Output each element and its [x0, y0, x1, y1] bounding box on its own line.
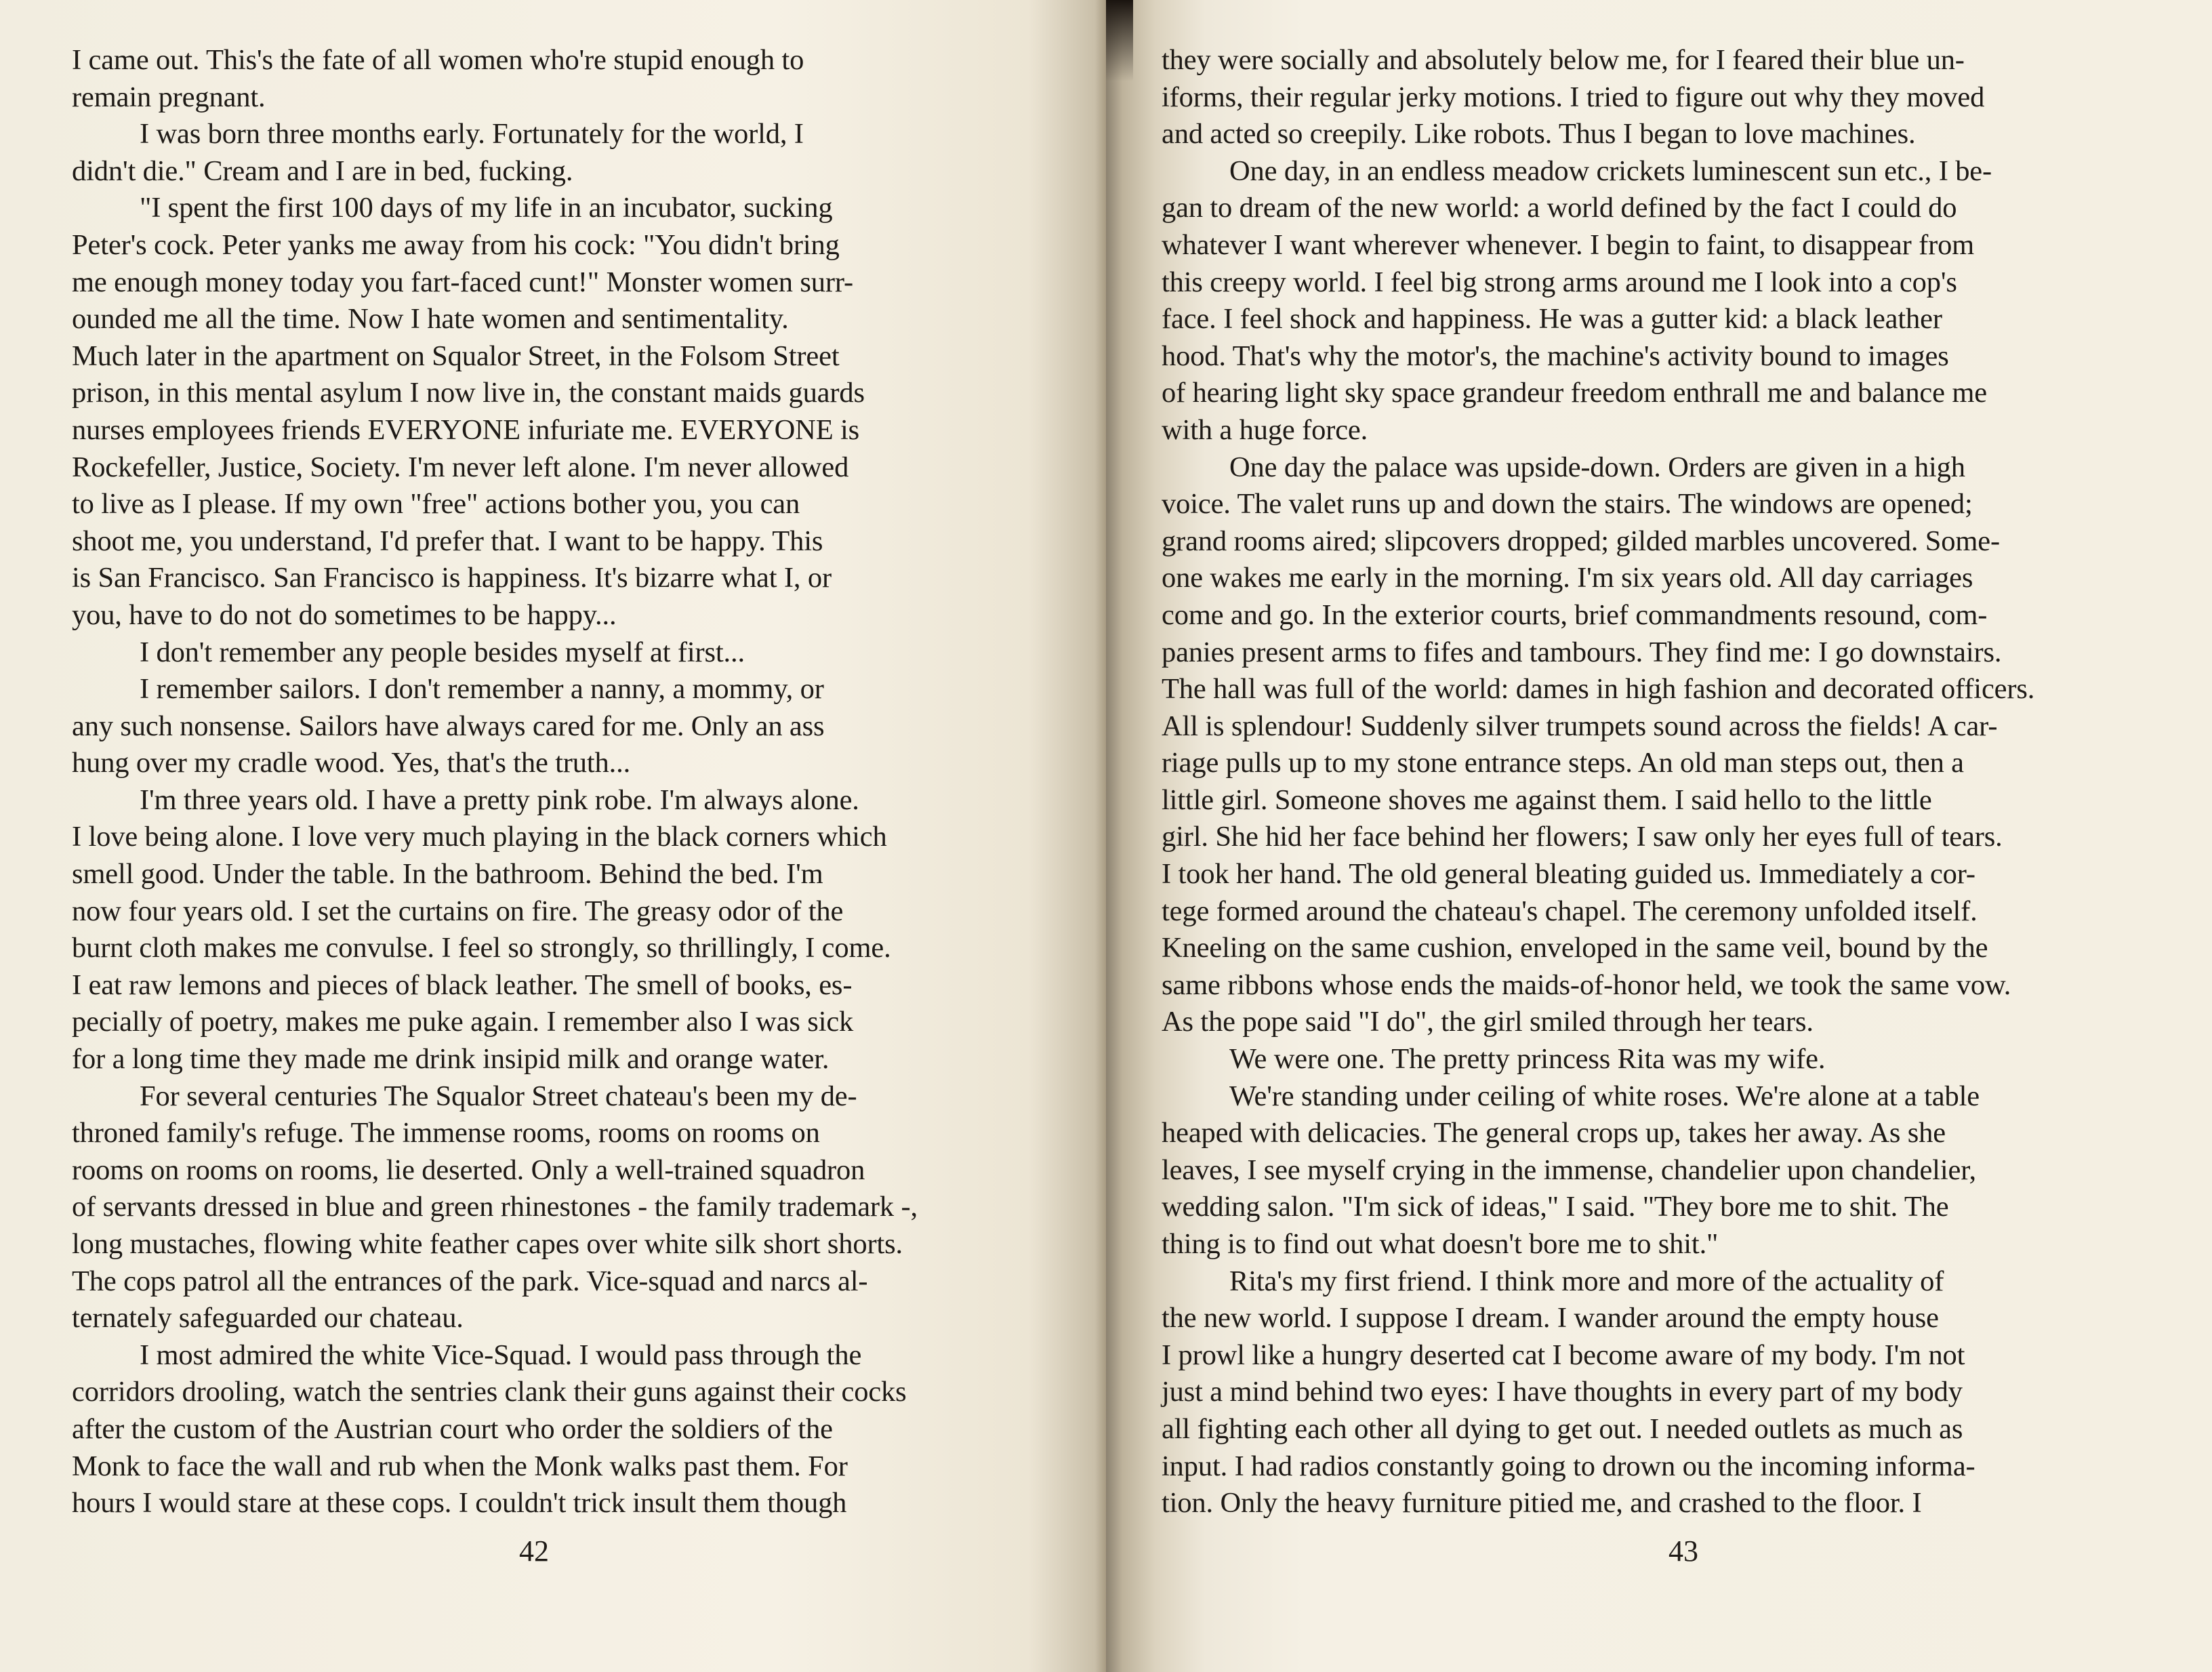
text-line: long mustaches, flowing white feather capes over white silk short shorts.	[72, 1228, 903, 1260]
text-line: after the custom of the Austrian court who order the soldiers of the	[72, 1412, 833, 1445]
page-number: 42	[519, 1534, 549, 1568]
text-line: I was born three months early. Fortunately for the world, I	[140, 118, 804, 150]
text-line: Rita's my first friend. I think more and more of the actuality of	[1229, 1265, 1944, 1297]
text-line: wedding salon. "I'm sick of ideas," I said. "They bore me to shit. The	[1162, 1191, 1949, 1223]
text-line: face. I feel shock and happiness. He was a gutter kid: a black leather	[1162, 303, 1942, 335]
text-line: any such nonsense. Sailors have always cared for me. Only an ass	[72, 710, 825, 742]
text-line: tion. Only the heavy furniture pitied me, and crashed to the floor. I	[1162, 1487, 1922, 1520]
text-line: heaped with delicacies. The general crops up, takes her away. As she	[1162, 1117, 1946, 1149]
text-line: prison, in this mental asylum I now live in, the constant maids guards	[72, 377, 865, 409]
text-line: all fighting each other all dying to get out. I needed outlets as much as	[1162, 1412, 1963, 1445]
text-line: come and go. In the exterior courts, brief commandments resound, com-	[1162, 598, 1988, 631]
text-line: I remember sailors. I don't remember a nanny, a mommy, or	[140, 673, 824, 706]
text-line: voice. The valet runs up and down the stairs. The windows are opened;	[1162, 488, 1973, 521]
text-line: didn't die." Cream and I are in bed, fucking.	[72, 155, 573, 187]
text-line: hung over my cradle wood. Yes, that's the truth...	[72, 747, 631, 779]
text-line: smell good. Under the table. In the bathroom. Behind the bed. I'm	[72, 858, 823, 891]
text-line: remain pregnant.	[72, 81, 266, 113]
text-line: throned family's refuge. The immense rooms, rooms on rooms on	[72, 1117, 820, 1149]
text-line: I most admired the white Vice-Squad. I would pass through the	[140, 1339, 862, 1371]
text-line: little girl. Someone shoves me against them. I said hello to the little	[1162, 783, 1932, 816]
text-line: I don't remember any people besides myself at first...	[140, 636, 745, 668]
text-line: leaves, I see myself crying in the immense, chandelier upon chandelier,	[1162, 1154, 1976, 1186]
text-line: I'm three years old. I have a pretty pink robe. I'm always alone.	[140, 783, 859, 816]
text-line: corridors drooling, watch the sentries clank their guns against their cocks	[72, 1376, 907, 1408]
text-line: is San Francisco. San Francisco is happiness. It's bizarre what I, or	[72, 562, 832, 594]
text-line: I prowl like a hungry deserted cat I become aware of my body. I'm not	[1162, 1339, 1965, 1371]
text-line: panies present arms to fifes and tambours. They find me: I go downstairs.	[1162, 636, 2002, 668]
text-line: I came out. This's the fate of all women who're stupid enough to	[72, 44, 804, 76]
text-line: input. I had radios constantly going to drown ou the incoming informa-	[1162, 1450, 1975, 1482]
text-line: riage pulls up to my stone entrance steps. An old man steps out, then a	[1162, 747, 1964, 779]
text-line: same ribbons whose ends the maids-of-honor held, we took the same vow.	[1162, 968, 2011, 1001]
text-line: rooms on rooms on rooms, lie deserted. Only a well-trained squadron	[72, 1154, 865, 1186]
text-line: All is splendour! Suddenly silver trumpets sound across the fields! A car-	[1162, 710, 1998, 742]
text-line: you, have to do not do sometimes to be happy...	[72, 598, 617, 631]
text-line: "I spent the first 100 days of my life in an incubator, sucking	[140, 192, 833, 224]
text-line: shoot me, you understand, I'd prefer that. I want to be happy. This	[72, 525, 823, 557]
text-line: me enough money today you fart-faced cunt!" Monster women surr-	[72, 266, 854, 298]
text-line: nurses employees friends EVERYONE infuriate me. EVERYONE is	[72, 413, 860, 446]
right-page-body	[1162, 42, 2165, 1522]
text-line: they were socially and absolutely below me, for I feared their blue un-	[1162, 44, 1965, 76]
text-line: the new world. I suppose I dream. I wander around the empty house	[1162, 1302, 1939, 1334]
text-line: pecially of poetry, makes me puke again. I remember also I was sick	[72, 1006, 854, 1038]
text-line: The hall was full of the world: dames in high fashion and decorated officers.	[1162, 673, 2035, 706]
right-page	[1106, 0, 2212, 1672]
text-line: to live as I please. If my own "free" actions bother you, you can	[72, 488, 800, 521]
text-line: with a huge force.	[1162, 413, 1368, 446]
text-line: We were one. The pretty princess Rita was my wife.	[1229, 1043, 1826, 1076]
text-line: Kneeling on the same cushion, enveloped in the same veil, bound by the	[1162, 932, 1988, 964]
left-page-body	[72, 42, 1021, 1522]
text-line: I eat raw lemons and pieces of black leather. The smell of books, es-	[72, 968, 853, 1001]
text-line: one wakes me early in the morning. I'm six years old. All day carriages	[1162, 562, 1973, 594]
text-line: Much later in the apartment on Squalor Street, in the Folsom Street	[72, 340, 840, 372]
text-line: gan to dream of the new world: a world defined by the fact I could do	[1162, 192, 1957, 224]
text-line: grand rooms aired; slipcovers dropped; gilded marbles uncovered. Some-	[1162, 525, 2001, 557]
text-line: just a mind behind two eyes: I have thoughts in every part of my body	[1162, 1376, 1963, 1408]
text-line: burnt cloth makes me convulse. I feel so strongly, so thrillingly, I come.	[72, 932, 891, 964]
text-line: ternately safeguarded our chateau.	[72, 1302, 464, 1334]
text-line: girl. She hid her face behind her flowers; I saw only her eyes full of tears.	[1162, 821, 2003, 853]
text-line: tege formed around the chateau's chapel. The ceremony unfolded itself.	[1162, 895, 1978, 927]
text-line: for a long time they made me drink insipid milk and orange water.	[72, 1043, 830, 1076]
text-line: I love being alone. I love very much playing in the black corners which	[72, 821, 887, 853]
text-line: I took her hand. The old general bleating guided us. Immediately a cor-	[1162, 858, 1975, 891]
text-line: thing is to find out what doesn't bore me to shit."	[1162, 1228, 1719, 1260]
text-line: Rockefeller, Justice, Society. I'm never left alone. I'm never allowed	[72, 451, 849, 483]
text-line: One day, in an endless meadow crickets luminescent sun etc., I be-	[1229, 155, 1992, 187]
text-line: One day the palace was upside-down. Orders are given in a high	[1229, 451, 1965, 483]
text-line: of hearing light sky space grandeur freedom enthrall me and balance me	[1162, 377, 1987, 409]
text-line: this creepy world. I feel big strong arms around me I look into a cop's	[1162, 266, 1957, 298]
text-line: of servants dressed in blue and green rhinestones - the family trademark -,	[72, 1191, 918, 1223]
page-number: 43	[1668, 1534, 1698, 1568]
text-line: and acted so creepily. Like robots. Thus I began to love machines.	[1162, 118, 1916, 150]
text-line: whatever I want wherever whenever. I begin to faint, to disappear from	[1162, 228, 1975, 261]
text-line: We're standing under ceiling of white roses. We're alone at a table	[1229, 1080, 1980, 1112]
text-line: Peter's cock. Peter yanks me away from his cock: "You didn't bring	[72, 228, 840, 261]
text-line: For several centuries The Squalor Street chateau's been my de-	[140, 1080, 857, 1112]
text-line: ounded me all the time. Now I hate women and sentimentality.	[72, 303, 789, 335]
text-line: now four years old. I set the curtains on fire. The greasy odor of the	[72, 895, 844, 927]
text-line: Monk to face the wall and rub when the Monk walks past them. For	[72, 1450, 848, 1482]
text-line: iforms, their regular jerky motions. I tried to figure out why they moved	[1162, 81, 1985, 113]
text-line: As the pope said "I do", the girl smiled through her tears.	[1162, 1006, 1814, 1038]
text-line: hood. That's why the motor's, the machine's activity bound to images	[1162, 340, 1949, 372]
text-line: hours I would stare at these cops. I couldn't trick insult them though	[72, 1487, 847, 1520]
text-line: The cops patrol all the entrances of the park. Vice-squad and narcs al-	[72, 1265, 868, 1297]
